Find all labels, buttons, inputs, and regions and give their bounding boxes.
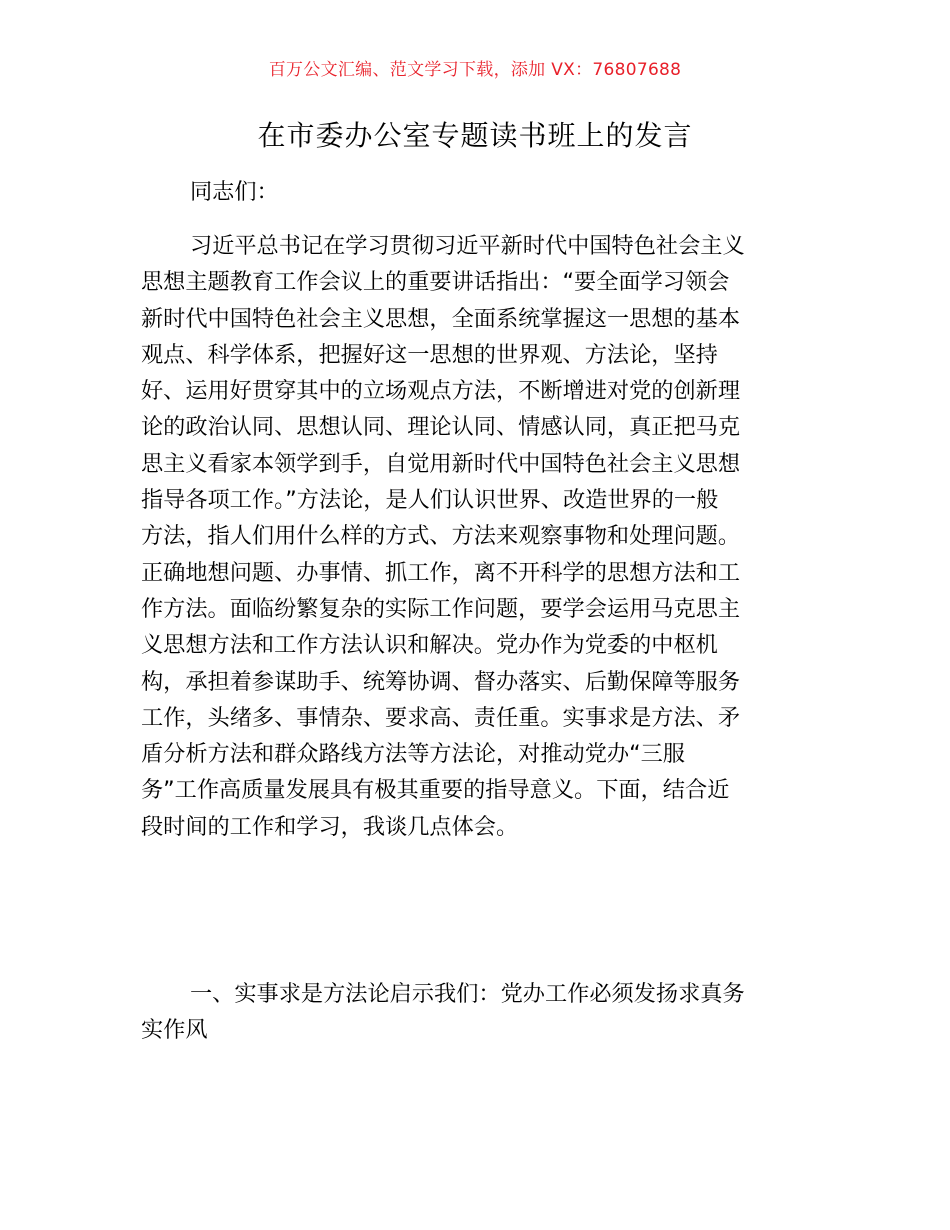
paragraph-line: 思想主题教育工作会议上的重要讲话指出：“要全面学习领会 bbox=[141, 269, 730, 296]
paragraph-line: 好、运用好贯穿其中的立场观点方法，不断增进对党的创新理 bbox=[141, 378, 741, 405]
paragraph-line: 指导各项工作。”方法论，是人们认识世界、改造世界的一般 bbox=[141, 487, 719, 514]
section-heading bbox=[141, 976, 813, 1049]
body-paragraph bbox=[141, 228, 813, 845]
heading-line: 实作风 bbox=[141, 1017, 208, 1044]
salutation: 同志们： bbox=[190, 179, 279, 205]
paragraph-line: 正确地想问题、办事情、抓工作，离不开科学的思想方法和工 bbox=[141, 559, 741, 586]
paragraph-line: 习近平总书记在学习贯彻习近平新时代中国特色社会主义 bbox=[190, 233, 745, 259]
paragraph-line: 观点、科学体系，把握好这一思想的世界观、方法论，坚持 bbox=[141, 341, 718, 368]
document-title: 在市委办公室专题读书班上的发言 bbox=[257, 119, 693, 152]
paragraph-line: 义思想方法和工作方法认识和解决。党办作为党委的中枢机 bbox=[141, 632, 718, 659]
paragraph-line: 作方法。面临纷繁复杂的实际工作问题，要学会运用马克思主 bbox=[141, 595, 741, 622]
paragraph-line: 盾分析方法和群众路线方法等方法论，对推动党办“三服 bbox=[141, 741, 685, 768]
paragraph-line: 论的政治认同、思想认同、理论认同、情感认同，真正把马克 bbox=[141, 414, 741, 441]
paragraph-line: 思主义看家本领学到手，自觉用新时代中国特色社会主义思想 bbox=[141, 450, 741, 477]
paragraph-line: 工作，头绪多、事情杂、要求高、责任重。实事求是方法、矛 bbox=[141, 704, 741, 731]
watermark-header: 百万公文汇编、范文学习下载，添加 VX：76807688 bbox=[268, 60, 682, 80]
paragraph-line: 方法，指人们用什么样的方式、方法来观察事物和处理问题。 bbox=[141, 523, 741, 550]
paragraph-line: 构，承担着参谋助手、统筹协调、督办落实、后勤保障等服务 bbox=[141, 668, 741, 695]
paragraph-line: 务”工作高质量发展具有极其重要的指导意义。下面，结合近 bbox=[141, 777, 730, 804]
heading-line: 一、实事求是方法论启示我们：党办工作必须发扬求真务 bbox=[190, 981, 745, 1007]
paragraph-line: 新时代中国特色社会主义思想，全面系统掌握这一思想的基本 bbox=[141, 305, 741, 332]
paragraph-line: 段时间的工作和学习，我谈几点体会。 bbox=[141, 813, 519, 840]
